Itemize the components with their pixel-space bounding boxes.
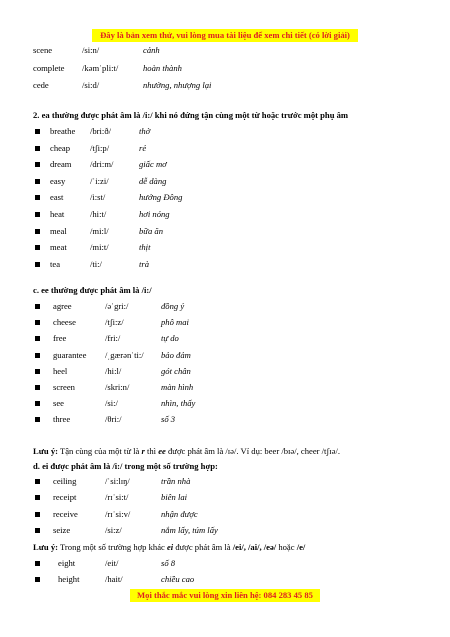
meaning: số 8 xyxy=(161,558,176,568)
contact-banner: Mọi thắc mắc vui lòng xin liên hệ: 084 283 45 85 xyxy=(130,589,320,602)
meaning: bảo đảm xyxy=(161,349,191,360)
word: screen xyxy=(53,382,75,392)
note-label: Lưu ý: xyxy=(33,542,58,552)
word: receive xyxy=(53,508,78,519)
bullet-icon xyxy=(35,336,40,341)
note-text: thì xyxy=(144,446,159,456)
note-ei xyxy=(33,542,305,552)
meaning: nhìn, thấy xyxy=(161,398,196,409)
ipa: /bri:ð/ xyxy=(90,126,112,136)
meaning: trà xyxy=(139,258,150,269)
meaning: nhận được xyxy=(161,508,198,519)
bullet-icon xyxy=(35,212,40,217)
meaning: gót chân xyxy=(161,365,191,376)
ipa: /hait/ xyxy=(105,573,123,584)
bullet-icon xyxy=(35,146,40,151)
ipa: /ˌgærənˈti:/ xyxy=(105,349,144,360)
bullet-icon xyxy=(35,479,40,484)
note-text: Tận cùng của một từ là xyxy=(57,446,142,456)
bullet-icon xyxy=(35,401,40,406)
ipa: /fri:/ xyxy=(105,333,121,344)
ipa: /mi:t/ xyxy=(90,242,109,253)
meaning: rẻ xyxy=(139,142,147,153)
bullet-icon xyxy=(35,229,40,234)
bullet-icon xyxy=(35,512,40,517)
ipa: /mi:l/ xyxy=(90,225,109,236)
section-heading-ee: c. ee thường được phát âm là /i:/ xyxy=(33,285,152,295)
bullet-icon xyxy=(35,577,40,582)
ipa: /əˈgri:/ xyxy=(105,301,129,311)
meaning: nắm lấy, túm lấy xyxy=(161,524,218,535)
meaning: tự do xyxy=(161,333,179,344)
bullet-icon xyxy=(35,528,40,533)
ipa: /si:z/ xyxy=(105,524,122,535)
bullet-icon xyxy=(35,417,40,422)
bullet-icon xyxy=(35,561,40,566)
word: heel xyxy=(53,365,68,376)
meaning: hơi nóng xyxy=(139,209,170,219)
word: easy xyxy=(50,175,66,186)
bullet-icon xyxy=(35,262,40,267)
note-letters-ei: ei xyxy=(166,542,174,552)
ipa: /si:/ xyxy=(105,398,118,409)
bullet-icon xyxy=(35,353,40,358)
word: three xyxy=(53,414,71,425)
ipa: /ˈsi:lɪŋ/ xyxy=(105,476,130,486)
meaning: hướng Đông xyxy=(139,192,183,203)
word: receipt xyxy=(53,492,77,503)
ipa: /skri:n/ xyxy=(105,382,130,392)
meaning: số 3 xyxy=(161,414,176,425)
meaning: màn hình xyxy=(161,382,194,392)
ipa: /kəmˈpli:t/ xyxy=(82,63,119,73)
bullet-icon xyxy=(35,129,40,134)
bullet-icon xyxy=(35,162,40,167)
meaning: dễ dàng xyxy=(139,175,167,186)
ipa: /ti:/ xyxy=(90,258,102,269)
ipa: /eit/ xyxy=(105,558,119,568)
ipa: /ˈi:zi/ xyxy=(90,175,109,186)
ipa: /dri:m/ xyxy=(90,159,114,170)
meaning: thở xyxy=(139,126,151,136)
word: scene xyxy=(33,45,53,55)
meaning: chiều cao xyxy=(161,573,195,584)
note-ee xyxy=(33,446,340,456)
word: complete xyxy=(33,63,65,73)
bullet-icon xyxy=(35,385,40,390)
note-letter-r: r xyxy=(141,446,145,456)
word: eight xyxy=(58,558,76,568)
note-text: hoặc xyxy=(276,542,297,552)
word: ceiling xyxy=(53,476,77,486)
ipa: /si:d/ xyxy=(82,80,100,90)
word: heat xyxy=(50,209,65,219)
word: meal xyxy=(50,225,67,236)
note-text: được phát âm là /ɪə/. Ví dụ: beer /bɪə/, cheer /tʃɪə/. xyxy=(165,446,341,456)
word: east xyxy=(50,192,64,203)
bullet-icon xyxy=(35,245,40,250)
bullet-icon xyxy=(35,495,40,500)
word: guarantee xyxy=(53,349,87,360)
ipa: /tʃi:z/ xyxy=(105,317,124,328)
word: dream xyxy=(50,159,72,170)
word: see xyxy=(53,398,64,409)
meaning: giấc mơ xyxy=(139,159,167,170)
bullet-icon xyxy=(35,320,40,325)
word: tea xyxy=(50,258,61,269)
ipa: /rɪˈsi:v/ xyxy=(105,508,131,519)
ipa: /hi:l/ xyxy=(105,365,122,376)
preview-banner: Đây là bản xem thử, vui lòng mua tài liệu để xem chi tiết (có lời giải) xyxy=(92,29,358,42)
note-text: được phát âm là xyxy=(173,542,233,552)
bullet-icon xyxy=(35,195,40,200)
word: height xyxy=(58,573,80,584)
meaning: trần nhà xyxy=(161,476,191,486)
meaning: cảnh xyxy=(143,45,160,55)
section-heading-ea: 2. ea thường được phát âm là /i:/ khi nó đứng tận cùng một từ hoặc trước một phụ âm xyxy=(33,110,349,120)
word: cede xyxy=(33,80,49,90)
section-heading-ei: d. ei được phát âm là /i:/ trong một số trường hợp: xyxy=(33,461,218,471)
meaning: phô mai xyxy=(161,317,189,328)
word: meat xyxy=(50,242,67,253)
ipa: /rɪˈsi:t/ xyxy=(105,492,129,503)
note-letters-ee: ee xyxy=(158,446,166,456)
note-sounds: /ei/, /ai/, /eə/ xyxy=(232,542,277,552)
bullet-icon xyxy=(35,179,40,184)
word: free xyxy=(53,333,67,344)
note-sound-e: /e/ xyxy=(296,542,306,552)
note-text: Trong một số trường hợp khác xyxy=(57,542,167,552)
ipa: /hi:t/ xyxy=(90,209,107,219)
meaning: nhường, nhượng lại xyxy=(143,80,212,90)
ipa: /i:st/ xyxy=(90,192,106,203)
meaning: đồng ý xyxy=(161,301,185,311)
meaning: hoàn thành xyxy=(143,63,182,73)
meaning: thịt xyxy=(139,242,151,253)
word: cheap xyxy=(50,142,71,153)
ipa: /tʃi:p/ xyxy=(90,142,110,153)
bullet-icon xyxy=(35,304,40,309)
word: breathe xyxy=(50,126,76,136)
word: seize xyxy=(53,524,71,535)
meaning: bữa ăn xyxy=(139,225,164,236)
meaning: biên lai xyxy=(161,492,188,503)
ipa: /θri:/ xyxy=(105,414,122,425)
word: agree xyxy=(53,301,72,311)
word: cheese xyxy=(53,317,76,328)
note-label: Lưu ý: xyxy=(33,446,58,456)
bullet-icon xyxy=(35,369,40,374)
ipa: /si:n/ xyxy=(82,45,100,55)
